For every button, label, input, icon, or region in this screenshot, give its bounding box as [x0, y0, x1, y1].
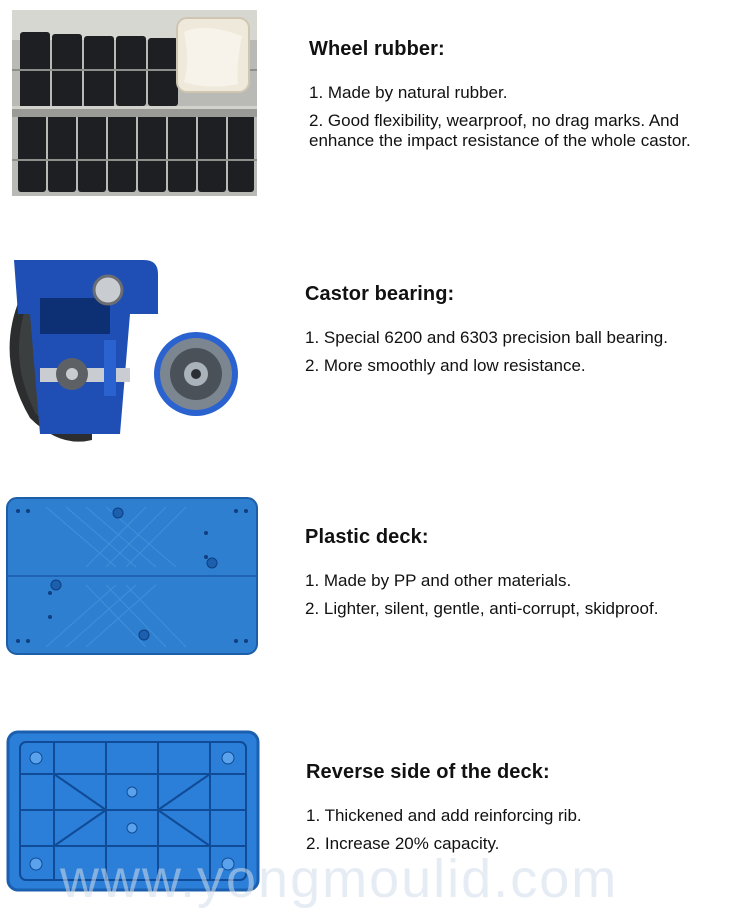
castor-bearing-photo: [0, 228, 252, 444]
section-title: Reverse side of the deck:: [306, 761, 550, 783]
plastic-deck-photo: [6, 497, 260, 657]
reverse-deck-text: [306, 761, 746, 862]
list-item: 2. Increase 20% capacity.: [306, 834, 500, 853]
list-item: 2. Lighter, silent, gentle, anti-corrupt, skidproof.: [305, 599, 659, 618]
watermark: www.yongmoulid.com: [60, 849, 619, 909]
list-item: 1. Made by PP and other materials.: [305, 571, 572, 590]
castor-bearing-text: [305, 283, 745, 384]
section-title: Castor bearing:: [305, 283, 455, 305]
wheel-rubber-text: [309, 38, 749, 159]
list-item: 2. Good flexibility, wearproof, no drag marks. And enhance the impact resistance of the whole castor.: [309, 111, 691, 150]
reverse-deck-photo: [6, 730, 262, 895]
list-item: 1. Thickened and add reinforcing rib.: [306, 806, 582, 825]
section-title: Wheel rubber:: [309, 38, 445, 60]
section-title: Plastic deck:: [305, 526, 429, 548]
list-item: 2. More smoothly and low resistance.: [305, 356, 586, 375]
list-item: 1. Made by natural rubber.: [309, 83, 508, 102]
plastic-deck-text: [305, 526, 745, 627]
list-item: 1. Special 6200 and 6303 precision ball bearing.: [305, 328, 668, 347]
wheel-rubber-photo: [12, 10, 257, 196]
